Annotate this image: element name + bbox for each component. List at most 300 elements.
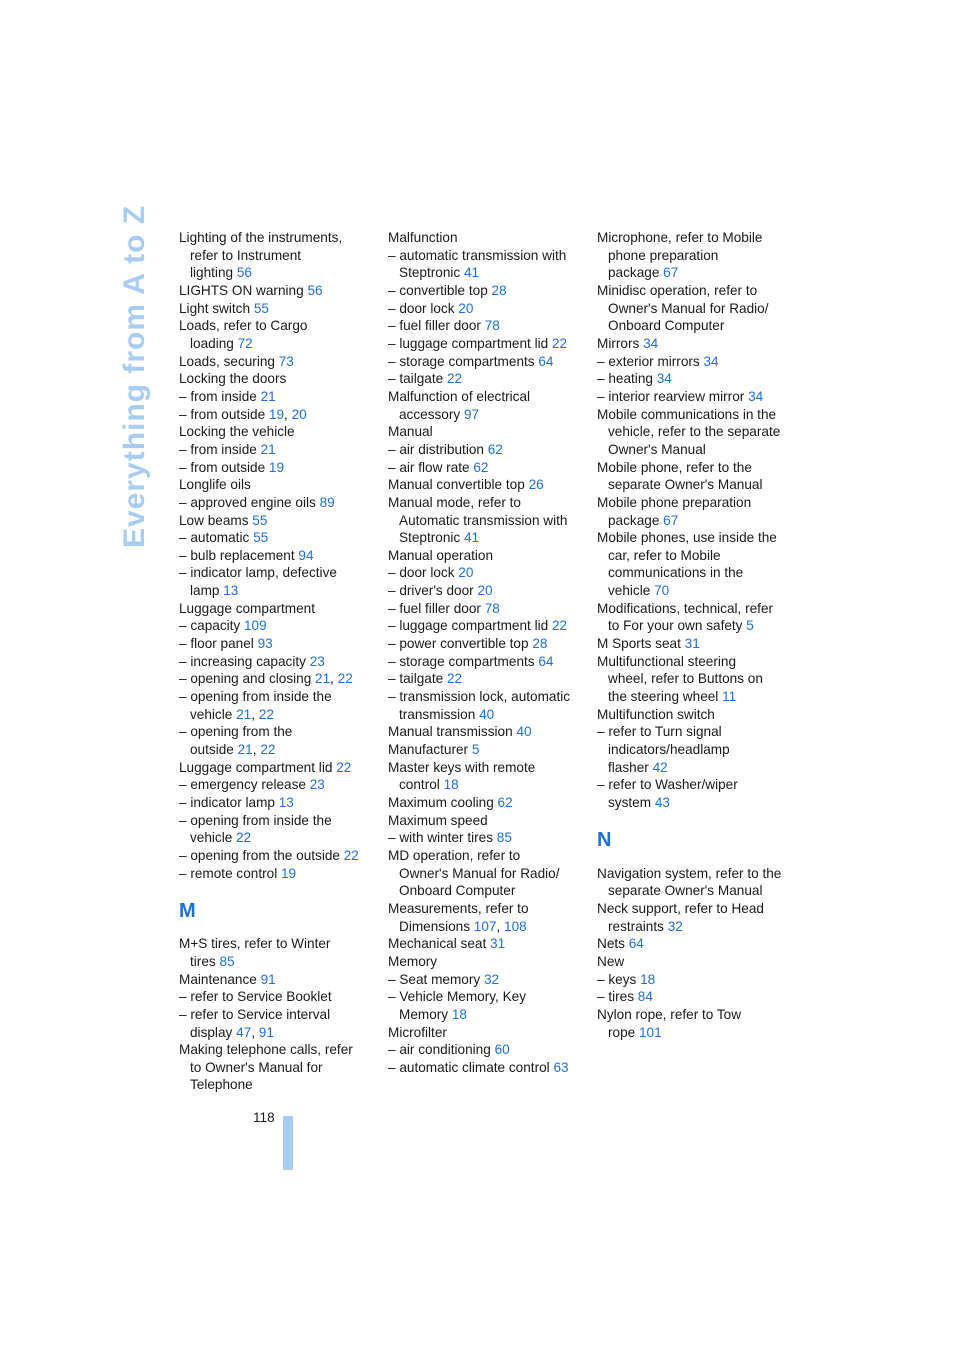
index-entry-label: Manual transmission — [388, 724, 517, 740]
page-reference-link[interactable]: 5 — [471, 742, 480, 758]
page-reference-link[interactable]: 20 — [291, 406, 307, 422]
index-entry-label: – fuel filler door — [388, 600, 485, 616]
page-reference-link[interactable]: 43 — [654, 795, 670, 810]
index-entry-label: – keys — [597, 971, 641, 987]
page-reference-link[interactable]: 67 — [663, 265, 679, 281]
index-entry-label: M Sports seat — [597, 636, 685, 652]
index-entry — [179, 406, 379, 424]
index-entry-text — [388, 723, 588, 741]
index-entry-label: Neck support, refer to Head — [597, 900, 764, 916]
page-reference-link[interactable]: 31 — [684, 636, 700, 652]
index-entry-text — [179, 388, 379, 406]
index-column-3 — [597, 229, 797, 1041]
index-entry — [179, 370, 379, 388]
index-entry-text — [179, 794, 379, 812]
index-entry-text — [388, 564, 588, 582]
index-entry-text — [388, 935, 588, 953]
index-entry-text — [179, 282, 379, 300]
index-entry-label: Mechanical seat — [388, 936, 491, 952]
page-reference-link[interactable]: 22 — [551, 618, 568, 634]
page-reference-link[interactable]: 62 — [497, 795, 513, 810]
index-entry — [597, 600, 797, 635]
index-entry-text — [179, 229, 379, 247]
index-entry-text — [179, 406, 379, 424]
page-reference-link[interactable]: 55 — [253, 300, 269, 316]
page-reference-link[interactable]: 32 — [667, 918, 683, 934]
index-entry-label: New — [597, 953, 625, 969]
index-entry-text — [179, 635, 379, 653]
index-entry-text — [388, 1006, 588, 1024]
index-entry-label: Malfunction — [388, 230, 458, 245]
index-entry-text — [179, 564, 379, 582]
index-entry-text — [597, 1006, 797, 1024]
index-entry-text — [597, 653, 797, 671]
index-entry-text — [388, 918, 588, 936]
index-entry-text — [179, 1076, 379, 1094]
index-entry — [179, 670, 379, 688]
index-entry-text — [597, 688, 797, 706]
index-entry-text — [388, 512, 588, 530]
page-reference-link[interactable]: 5 — [746, 618, 754, 634]
index-entry — [388, 247, 588, 282]
page-reference-link[interactable]: 78 — [484, 600, 500, 616]
index-letter-heading: N — [597, 829, 612, 852]
index-entry-text — [597, 900, 797, 918]
index-entry-label: Multifunctional steering — [597, 653, 737, 669]
page-reference-link[interactable]: 21 — [260, 388, 276, 404]
index-entry-text — [179, 829, 379, 847]
index-entry-text — [179, 776, 379, 794]
index-entry-text — [597, 494, 797, 512]
page-reference-link[interactable]: 55 — [253, 530, 269, 546]
index-entry — [388, 282, 588, 300]
index-entry-label: Luggage compartment — [179, 600, 316, 616]
index-entry — [179, 971, 379, 989]
index-entry-text — [597, 670, 797, 688]
page-reference-link[interactable]: 56 — [236, 265, 252, 281]
index-entry-label: package — [608, 512, 664, 528]
page-reference-link[interactable]: 67 — [663, 512, 679, 528]
index-entry-text — [597, 476, 797, 494]
index-entry-label: – storage compartments — [388, 353, 539, 369]
index-entry — [388, 829, 588, 847]
index-entry — [388, 370, 588, 388]
index-entry-label: indicators/headlamp — [608, 742, 730, 758]
index-entry-text — [597, 723, 797, 741]
index-entry-label: – tires — [597, 989, 638, 1005]
index-entry — [179, 653, 379, 671]
page-reference-link[interactable]: 13 — [278, 795, 294, 810]
page-reference-link[interactable]: 22 — [446, 671, 463, 687]
page-reference-link[interactable]: 84 — [637, 989, 653, 1005]
index-entry-label: Locking the vehicle — [179, 424, 295, 440]
index-entry-label: – air distribution — [388, 441, 488, 457]
index-entry-label: – storage compartments — [388, 653, 539, 669]
page-reference-link[interactable]: 22 — [446, 371, 463, 387]
page-reference-link[interactable]: 73 — [278, 353, 294, 369]
page-reference-link[interactable]: 60 — [494, 1042, 510, 1058]
index-entry-text — [179, 741, 379, 759]
page-reference-link[interactable]: 64 — [538, 353, 554, 369]
index-entry-text — [597, 459, 797, 477]
page-reference-link[interactable]: 22 — [260, 742, 276, 758]
index-entry — [179, 423, 379, 441]
index-entry — [597, 971, 797, 989]
index-entry-label: – door lock — [388, 565, 459, 581]
index-entry-label: Multifunction switch — [597, 706, 715, 722]
page-reference-link[interactable]: 91 — [260, 971, 276, 987]
index-entry-label: – refer to Service Booklet — [179, 989, 332, 1005]
index-entry-label: to Owner's Manual for — [190, 1059, 323, 1075]
index-entry — [388, 582, 588, 600]
index-entry — [388, 900, 588, 935]
index-entry-text — [597, 882, 797, 900]
index-entry-text — [597, 794, 797, 812]
page-reference-link[interactable]: 85 — [496, 830, 512, 846]
index-entry-text — [179, 688, 379, 706]
index-entry-text — [179, 953, 379, 971]
index-entry-label: vehicle — [608, 583, 655, 599]
index-entry — [388, 1059, 588, 1077]
page-reference-link[interactable]: 97 — [463, 406, 480, 422]
index-entry-label: – opening from the outside — [179, 847, 344, 863]
page-reference-link[interactable]: 40 — [516, 724, 532, 740]
index-entry-text — [388, 1024, 588, 1042]
index-entry — [597, 229, 797, 282]
page-reference-link[interactable]: 19 — [281, 865, 297, 881]
index-entry-label: display — [190, 1024, 237, 1040]
page-reference-link[interactable]: 20 — [458, 300, 474, 316]
page-reference-link[interactable]: 34 — [748, 388, 764, 404]
index-entry — [388, 635, 588, 653]
page-tab-bar — [283, 1116, 293, 1170]
page-reference-link[interactable]: 72 — [237, 335, 253, 351]
index-entry-text — [179, 547, 379, 565]
index-entry-label: – convertible top — [388, 282, 492, 298]
index-entry — [597, 370, 797, 388]
index-entry — [388, 1024, 588, 1042]
page-reference-link[interactable]: 23 — [309, 653, 325, 669]
index-entry — [388, 988, 588, 1023]
index-entry — [388, 388, 588, 423]
index-entry — [597, 988, 797, 1006]
index-entry-label: Minidisc operation, refer to — [597, 282, 758, 298]
index-entry-label: – from outside — [179, 406, 269, 422]
index-entry-text — [388, 635, 588, 653]
index-entry-label: separate Owner's Manual — [608, 477, 763, 493]
index-entry-label: loading — [190, 335, 238, 351]
index-entry — [388, 547, 588, 565]
index-entry-text — [388, 706, 588, 724]
page-reference-link[interactable]: 101 — [638, 1024, 662, 1040]
index-entry-text — [597, 441, 797, 459]
page-reference-link[interactable]: 85 — [219, 953, 235, 969]
page-reference-link[interactable]: 70 — [654, 583, 670, 599]
index-entry-label: – bulb replacement — [179, 547, 299, 563]
index-entry-text — [388, 423, 588, 441]
page-reference-link[interactable]: 21 — [237, 742, 253, 758]
index-entry-text — [179, 812, 379, 830]
spacer — [597, 847, 797, 865]
index-entry-label: vehicle — [190, 706, 237, 722]
index-entry-label: Mobile phone preparation — [597, 494, 752, 510]
page-reference-link[interactable]: 42 — [652, 759, 668, 775]
index-entry-label: Memory — [388, 953, 438, 969]
index-entry-label: Owner's Manual for Radio/ — [608, 300, 769, 316]
index-entry-label: – Vehicle Memory, Key — [388, 989, 527, 1005]
page-reference-link[interactable]: 41 — [463, 530, 480, 546]
index-entry — [179, 600, 379, 618]
index-entry-text — [388, 882, 588, 900]
index-entry-label: Onboard Computer — [399, 883, 516, 899]
index-entry — [388, 741, 588, 759]
index-entry-text — [388, 264, 588, 282]
index-entry-label: – tailgate — [388, 671, 447, 687]
index-entry-text — [597, 635, 797, 653]
side-section-title: Everything from A to Z — [118, 204, 151, 548]
index-entry — [597, 953, 797, 971]
index-entry-label: – luggage compartment lid — [388, 335, 552, 351]
index-entry — [179, 459, 379, 477]
page-reference-link[interactable]: 47 — [236, 1024, 252, 1040]
index-entry — [597, 335, 797, 353]
index-entry — [388, 847, 588, 900]
page-reference-link[interactable]: 22 — [236, 830, 252, 846]
index-entry — [388, 423, 588, 441]
index-entry — [388, 953, 588, 971]
index-entry — [179, 441, 379, 459]
index-entry — [388, 670, 588, 688]
index-entry-label: separate Owner's Manual — [608, 883, 763, 899]
index-entry — [388, 300, 588, 318]
index-entry-label: Loads, securing — [179, 353, 279, 369]
page-reference-link[interactable]: 21 — [315, 671, 331, 687]
index-entry-label: – opening from inside the — [179, 689, 332, 705]
index-entry-text — [597, 406, 797, 424]
page-reference-link[interactable]: 22 — [336, 759, 352, 775]
page-reference-link[interactable]: 21 — [236, 706, 252, 722]
page-reference-link[interactable]: 56 — [307, 282, 323, 298]
index-entry — [388, 494, 588, 547]
index-entry-text — [179, 353, 379, 371]
index-entry — [388, 317, 588, 335]
index-entry — [597, 723, 797, 776]
index-entry-text — [388, 847, 588, 865]
index-entry-label: Telephone — [190, 1077, 253, 1093]
index-entry-text — [597, 600, 797, 618]
page-reference-link[interactable]: 19 — [268, 406, 285, 422]
page-ref-separator: , — [252, 742, 261, 758]
index-entry-label: Maintenance — [179, 971, 261, 987]
page-reference-link[interactable]: 22 — [551, 335, 568, 351]
page-reference-link[interactable]: 34 — [703, 353, 719, 369]
page-reference-link[interactable]: 20 — [458, 565, 474, 581]
page-reference-link[interactable]: 89 — [319, 494, 335, 510]
page-reference-link[interactable]: 93 — [257, 636, 273, 652]
index-entry — [179, 494, 379, 512]
index-entry — [179, 865, 379, 883]
index-entry-text — [597, 582, 797, 600]
index-entry — [179, 617, 379, 635]
index-entry-text — [388, 247, 588, 265]
index-entry-label: – opening from the — [179, 724, 293, 740]
index-entry-label: – opening from inside the — [179, 812, 332, 828]
page-reference-link[interactable]: 18 — [640, 971, 656, 987]
index-entry-label: – transmission lock, automatic — [388, 689, 571, 705]
index-entry — [179, 512, 379, 530]
index-entry-text — [388, 388, 588, 406]
index-entry-label: Manual mode, refer to — [388, 494, 521, 510]
index-entry — [597, 406, 797, 459]
index-entry-label: – with winter tires — [388, 830, 497, 846]
index-entry-text — [179, 1059, 379, 1077]
page-reference-link[interactable]: 108 — [504, 918, 527, 934]
index-entry — [388, 688, 588, 723]
index-entry-label: – indicator lamp, defective — [179, 565, 337, 581]
index-entry-label: Memory — [399, 1006, 452, 1022]
page-reference-link[interactable]: 62 — [473, 459, 489, 475]
spacer — [179, 918, 379, 936]
index-entry-label: LIGHTS ON warning — [179, 282, 308, 298]
index-entry-label: – opening and closing — [179, 671, 316, 687]
index-entry-label: system — [608, 795, 655, 810]
index-entry-label: Mobile communications in the — [597, 406, 777, 422]
index-entry — [597, 529, 797, 600]
index-entry-text — [179, 600, 379, 618]
page-reference-link[interactable]: 22 — [337, 671, 353, 687]
index-entry-text — [388, 900, 588, 918]
page-reference-link[interactable]: 34 — [643, 335, 659, 351]
index-entry-text — [179, 582, 379, 600]
index-entry — [179, 476, 379, 494]
page-reference-link[interactable]: 31 — [490, 936, 506, 952]
index-entry — [179, 794, 379, 812]
index-entry — [179, 317, 379, 352]
page-ref-separator: , — [330, 671, 338, 687]
page-reference-link[interactable]: 109 — [243, 618, 267, 634]
index-entry-label: Mobile phones, use inside the — [597, 530, 777, 546]
page-reference-link[interactable]: 78 — [484, 318, 500, 334]
page-reference-link[interactable]: 41 — [463, 265, 480, 281]
index-entry — [179, 988, 379, 1006]
page-reference-link[interactable]: 23 — [309, 777, 325, 793]
index-entry-label: lamp — [190, 583, 224, 599]
index-entry-text — [388, 988, 588, 1006]
index-entry — [179, 547, 379, 565]
index-entry-text — [388, 370, 588, 388]
index-letter-heading: M — [179, 899, 196, 922]
page-reference-link[interactable]: 18 — [443, 777, 459, 793]
index-entry-label: – fuel filler door — [388, 318, 485, 334]
page-reference-link[interactable]: 64 — [538, 653, 554, 669]
page-reference-link[interactable]: 13 — [223, 583, 239, 599]
page-reference-link[interactable]: 20 — [477, 583, 493, 599]
index-entry-label: – exterior mirrors — [597, 353, 704, 369]
index-entry-label: – from inside — [179, 441, 261, 457]
index-entry-label: – driver's door — [388, 583, 478, 599]
index-entry-label: Low beams — [179, 512, 253, 528]
page-reference-link[interactable]: 107 — [473, 918, 497, 934]
index-entry-label: Manufacturer — [388, 742, 472, 758]
index-entry-text — [388, 865, 588, 883]
index-entry-label: – air flow rate — [388, 459, 474, 475]
page-reference-link[interactable]: 34 — [656, 371, 672, 387]
page-reference-link[interactable]: 94 — [298, 547, 314, 563]
page-reference-link[interactable]: 22 — [343, 847, 359, 863]
page-reference-link[interactable]: 40 — [479, 706, 495, 722]
index-entry — [388, 335, 588, 353]
index-entry-label: lighting — [190, 265, 237, 281]
index-entry — [179, 776, 379, 794]
index-entry-label: – power convertible top — [388, 636, 533, 652]
index-entry-label: Malfunction of electrical — [388, 388, 531, 404]
page-reference-link[interactable]: 28 — [532, 636, 548, 652]
index-entry-text — [388, 459, 588, 477]
page-reference-link[interactable]: 19 — [268, 459, 285, 475]
page-reference-link[interactable]: 62 — [487, 441, 503, 457]
page-reference-link[interactable]: 18 — [451, 1006, 467, 1022]
index-entry-label: Master keys with remote — [388, 759, 536, 775]
index-entry — [388, 441, 588, 459]
index-entry-label: accessory — [399, 406, 464, 422]
page-reference-link[interactable]: 22 — [258, 706, 274, 722]
index-entry-text — [597, 759, 797, 777]
index-entry-text — [388, 829, 588, 847]
index-entry-text — [597, 617, 797, 635]
index-entry-label: – automatic climate control — [388, 1059, 554, 1075]
index-entry-text — [388, 812, 588, 830]
index-entry-label: – refer to Service interval — [179, 1006, 331, 1022]
page-reference-link[interactable]: 91 — [258, 1024, 274, 1040]
index-entry-text — [179, 264, 379, 282]
page-reference-link[interactable]: 21 — [260, 441, 276, 457]
page-reference-link[interactable]: 55 — [252, 512, 268, 528]
index-entry — [179, 847, 379, 865]
index-entry-text — [179, 935, 379, 953]
index-entry-text — [388, 547, 588, 565]
index-entry-text — [388, 1059, 588, 1077]
index-entry — [179, 282, 379, 300]
index-entry-label: Microphone, refer to Mobile — [597, 230, 763, 245]
page-reference-link[interactable]: 11 — [722, 689, 737, 705]
page-reference-link[interactable]: 32 — [483, 971, 500, 987]
index-entry-label: control — [399, 777, 444, 793]
index-entry-text — [388, 653, 588, 671]
index-entry-text — [388, 741, 588, 759]
index-entry-label: transmission — [399, 706, 480, 722]
index-entry-text — [388, 582, 588, 600]
index-entry-text — [597, 264, 797, 282]
index-entry — [597, 353, 797, 371]
page-reference-link[interactable]: 28 — [491, 282, 507, 298]
page-reference-link[interactable]: 63 — [553, 1059, 569, 1075]
index-entry-text — [597, 370, 797, 388]
page-reference-link[interactable]: 64 — [628, 936, 644, 952]
index-entry-text — [179, 670, 379, 688]
index-entry-text — [597, 229, 797, 247]
index-entry-text — [597, 564, 797, 582]
index-entry-text — [388, 282, 588, 300]
index-entry — [179, 688, 379, 723]
index-entry — [179, 529, 379, 547]
index-entry-text — [597, 776, 797, 794]
index-entry-label: outside — [190, 742, 238, 758]
index-entry-text — [388, 600, 588, 618]
index-entry-label: Steptronic — [399, 265, 464, 281]
index-entry-label: Measurements, refer to — [388, 900, 529, 916]
index-entry-label: – Seat memory — [388, 971, 484, 987]
page-reference-link[interactable]: 26 — [528, 477, 544, 493]
